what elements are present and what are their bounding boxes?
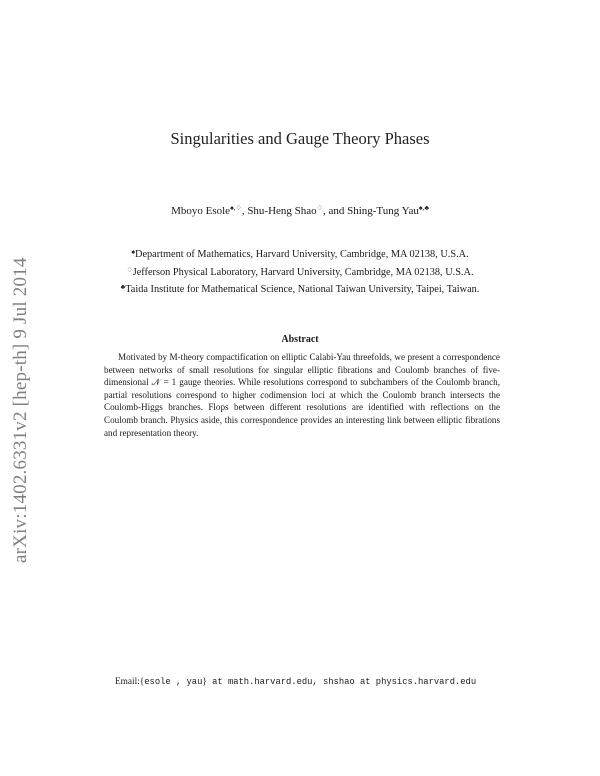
- abstract-heading: Abstract: [281, 334, 319, 345]
- author-affiliation-marks: ♠,♣: [418, 204, 429, 212]
- affiliation-line: [0, 245, 600, 263]
- abstract-text: Motivated by M-theory compactification on elliptic Calabi-Yau threefolds, we present a correspondence between networks of small resolutions for singular elliptic fibrations and Coulomb branches of five-dimensional 𝒩 = 1 gauge theories. While resolutions correspond to subchambers of the Coulomb branch, partial resolutions correspond to higher codimension loci at which the Coulomb branch intersects the Coulomb-Higgs branches. Flops between different resolutions are identified with reflections on the Coulomb branch. Physics aside, this correspondence provides an interesting link between elliptic fibrations and representation theory.: [104, 352, 500, 438]
- author-list: [0, 204, 600, 217]
- author-name: Shing-Tung Yau: [347, 205, 419, 217]
- affiliation-text: Taida Institute for Mathematical Science, National Taiwan University, Taipei, Taiwan.: [125, 284, 480, 295]
- email-at: at: [206, 677, 228, 687]
- author-name: Shu-Heng Shao: [247, 205, 317, 217]
- affiliation-mark: ♢: [126, 265, 133, 274]
- author-affiliation-marks: ♠,♢: [230, 204, 242, 212]
- email-at: at: [354, 677, 376, 687]
- affiliation-text: Department of Mathematics, Harvard University, Cambridge, MA 02138, U.S.A.: [135, 249, 469, 260]
- arxiv-identifier-stamp: arXiv:1402.6331v2 [hep-th] 9 Jul 2014: [10, 257, 31, 563]
- email-brace-open: {: [139, 677, 145, 687]
- affiliation-line: [0, 263, 600, 281]
- email-user: shshao: [322, 677, 355, 687]
- email-brace-close: }: [202, 677, 207, 687]
- email-comma: ,: [312, 677, 323, 687]
- email-footnote: [115, 677, 555, 687]
- email-separator: ,: [170, 677, 187, 687]
- author-separator: ,: [241, 205, 248, 217]
- email-user: yau: [186, 677, 203, 687]
- affiliation-mark: ♠: [131, 248, 136, 256]
- paper-title: Singularities and Gauge Theory Phases: [170, 129, 430, 148]
- author-affiliation-marks: ♢: [316, 204, 323, 212]
- affiliation-text: Jefferson Physical Laboratory, Harvard University, Cambridge, MA 02138, U.S.A.: [132, 266, 474, 278]
- email-domain: physics.harvard.edu: [375, 677, 477, 687]
- email-label: Email:: [115, 677, 140, 687]
- affiliation-mark: ♣: [120, 283, 126, 291]
- author-name: Mboyo Esole: [171, 205, 231, 217]
- author-separator: , and: [322, 205, 348, 217]
- affiliation-line: [0, 280, 600, 298]
- email-user: esole: [144, 677, 171, 687]
- affiliation-list: [0, 245, 600, 298]
- email-domain: math.harvard.edu: [227, 677, 313, 687]
